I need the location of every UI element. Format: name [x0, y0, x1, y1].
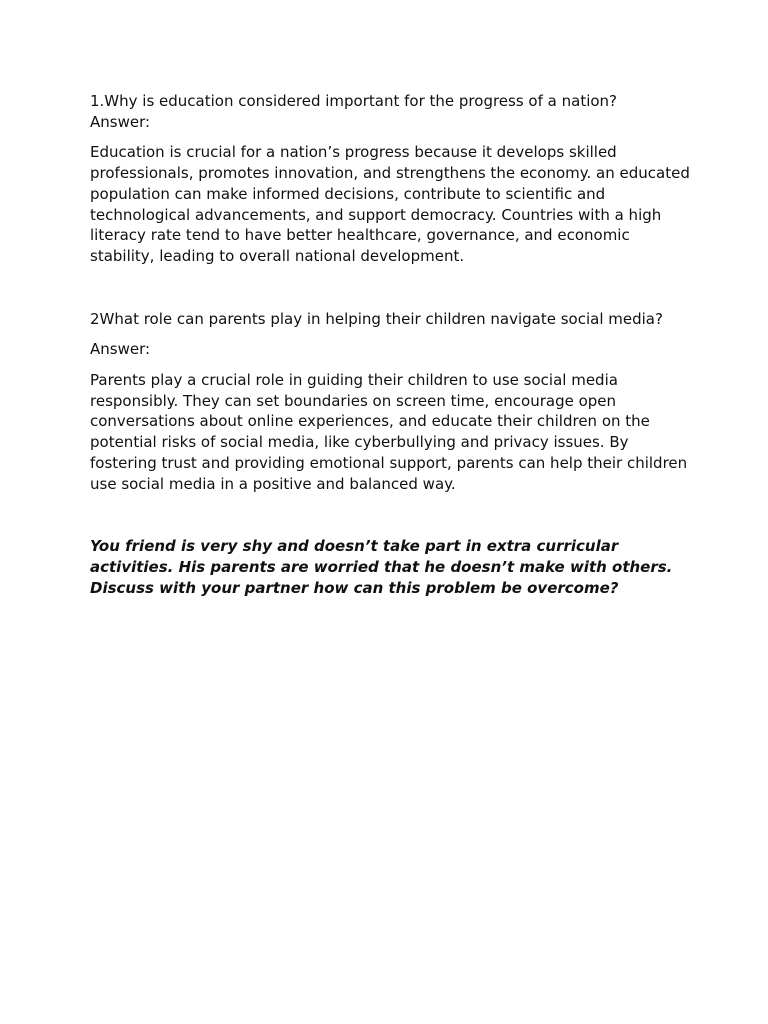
- answer-1-text: Education is crucial for a nation’s progress because it develops skilled professionals, promotes innovation, and strengthens the economy. an educated population can make informed decisions, contribute to scientific and technological advancements, and support democracy. Countries with a high literacy rate tend to have better healthcare, governance, and economic stability, leading to overall national development.: [90, 143, 690, 265]
- discussion-task: You friend is very shy and doesn’t take part in extra curricular activities. His parents are worried that he doesn’t make with others. Discuss with your partner how can this problem be overcome?: [90, 537, 673, 597]
- document-content: [90, 91, 690, 598]
- question-1: 1.Why is education considered important for the progress of a nation?: [90, 92, 618, 110]
- question-2: 2What role can parents play in helping their children navigate social media?: [90, 309, 663, 328]
- answer-2-text: Parents play a crucial role in guiding their children to use social media responsibly. They can set boundaries on screen time, encourage open conversations about online experiences, and educate their children on the potential risks of social media, like cyberbullying and privacy issues. By fostering trust and providing emotional support, parents can help their children use social media in a positive and balanced way.: [90, 371, 688, 493]
- answer-1-label: Answer:: [90, 112, 151, 131]
- answer-2-label: Answer:: [90, 340, 151, 359]
- spacer: [90, 494, 690, 536]
- spacer: [90, 267, 690, 309]
